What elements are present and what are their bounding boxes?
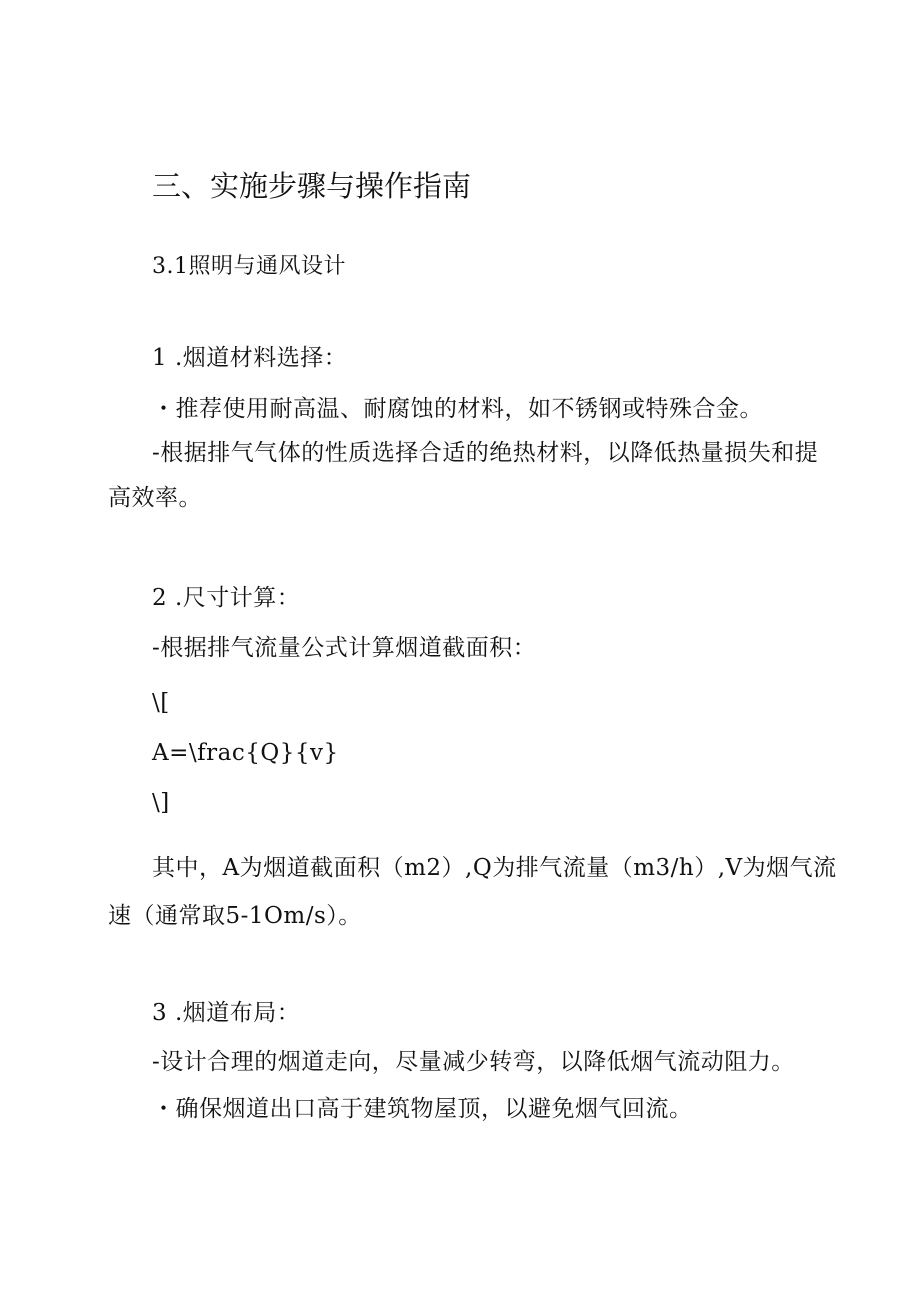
- item-1-bullet-1: ・推荐使用耐高温、耐腐蚀的材料，如不锈钢或特殊合金。: [152, 396, 763, 422]
- formula-close: \]: [152, 790, 170, 816]
- item-3-heading: 3 .烟道布局：: [152, 1000, 301, 1026]
- item-2-explain-line-1: 其中，A为烟道截面积（m2）,Q为排气流量（m3/h）,V为烟气流: [152, 855, 837, 881]
- section-subtitle: 3.1照明与通风设计: [152, 254, 346, 279]
- item-3-bullet-2: ・确保烟道出口高于建筑物屋顶，以避免烟气回流。: [152, 1096, 693, 1122]
- formula-open: \[: [152, 690, 170, 716]
- item-1-bullet-2-line-1: -根据排气气体的性质选择合适的绝热材料，以降低热量损失和提: [152, 440, 819, 466]
- item-2-heading: 2 .尺寸计算：: [152, 585, 301, 611]
- item-2-explain-line-2: 速（通常取5-1Om/s）。: [108, 903, 362, 929]
- item-1-bullet-2-line-2: 高效率。: [108, 485, 202, 511]
- item-1-heading: 1 .烟道材料选择：: [152, 345, 348, 371]
- item-3-bullet-1: -设计合理的烟道走向，尽量减少转弯，以降低烟气流动阻力。: [152, 1049, 795, 1075]
- section-title: 三、实施步骤与操作指南: [152, 169, 472, 203]
- item-2-bullet-1: -根据排气流量公式计算烟道截面积：: [152, 635, 537, 661]
- formula: A=\frac{Q}{v}: [152, 740, 339, 766]
